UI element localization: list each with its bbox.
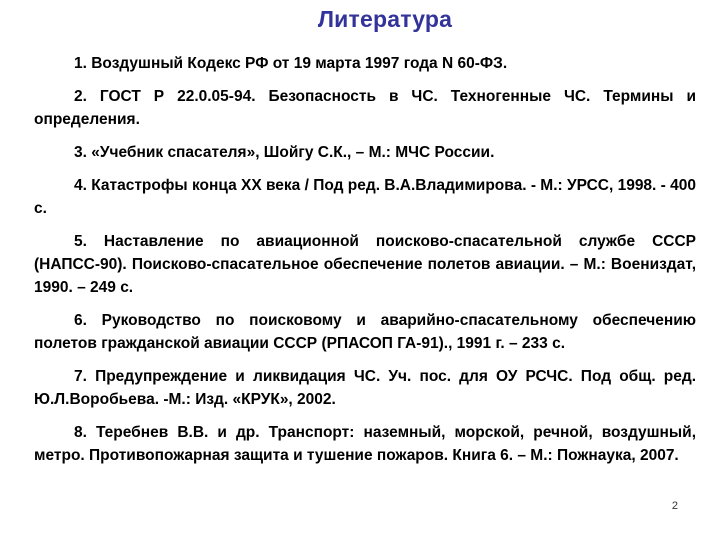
reference-item-5: 5. Наставление по авиационной поисково-спасательной службе СССР (НАПСС-90). Поисково-спасательное обеспечение полетов авиации. – М.: Воениздат, 1990. – 249 с. [34,233,696,296]
reference-item-7: 7. Предупреждение и ликвидация ЧС. Уч. пос. для ОУ РСЧС. Под общ. ред. Ю.Л.Воробьева. -М.: Изд. «КРУК», 2002. [34,368,696,408]
reference-item-4: 4. Катастрофы конца XX века / Под ред. В.А.Владимирова. - М.: УРСС, 1998. - 400 с. [34,177,696,217]
page-number: 2 [671,500,678,512]
reference-item-6: 6. Руководство по поисковому и аварийно-спасательному обеспечению полетов гражданской авиации СССР (РПАСОП ГА-91)., 1991 г. – 233 с. [34,312,696,352]
reference-item-2: 2. ГОСТ Р 22.0.05-94. Безопасность в ЧС. Техногенные ЧС. Термины и определения. [34,88,696,128]
page-title: Литература [317,6,453,32]
reference-item-3: 3. «Учебник спасателя», Шойгу С.К., – М.: МЧС России. [74,144,495,161]
reference-item-1: 1. Воздушный Кодекс РФ от 19 марта 1997 года N 60-ФЗ. [74,55,508,72]
reference-list [34,52,696,477]
reference-item-8: 8. Теребнев В.В. и др. Транспорт: наземный, морской, речной, воздушный, метро. Противопожарная защита и тушение пожаров. Книга 6. – М.: Пожнаука, 2007. [34,424,696,464]
